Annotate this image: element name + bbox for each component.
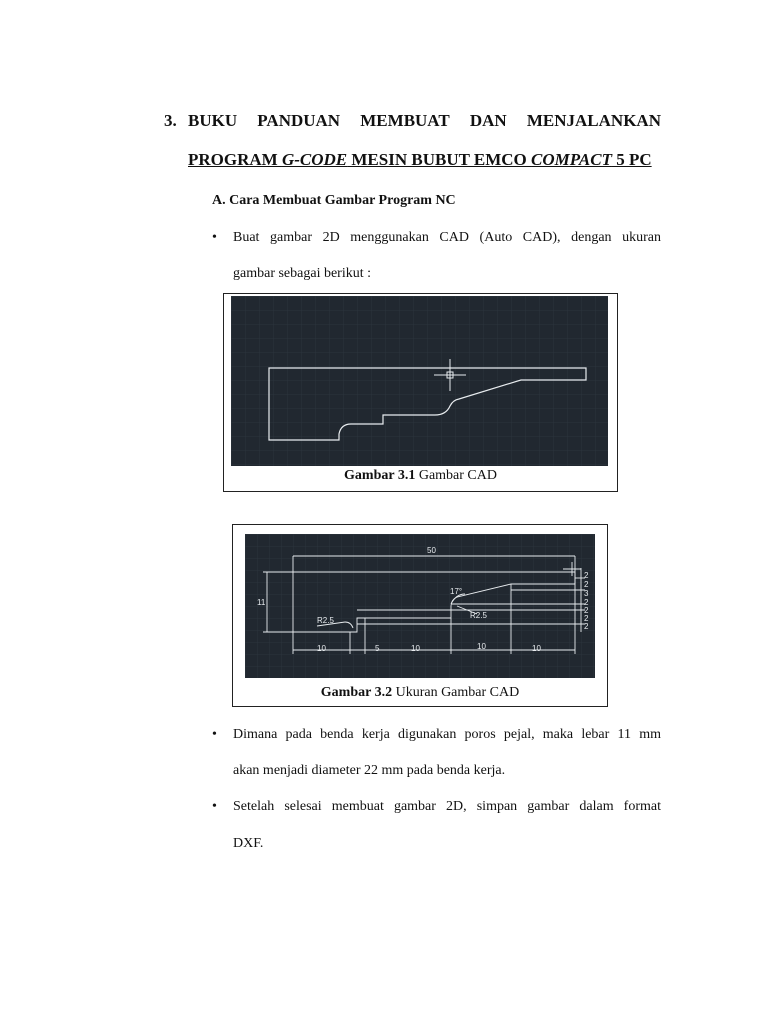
dim-right: 2 (584, 606, 589, 615)
paragraph-line: Buat gambar 2D menggunakan CAD (Auto CAD), dengan ukuran (233, 230, 661, 245)
caption-label: Gambar 3.1 (344, 468, 416, 483)
paragraph-line: DXF. (233, 836, 264, 851)
figure-caption (224, 468, 617, 484)
dim-angle: 17° (450, 587, 463, 596)
title-part-italic: G-CODE (281, 150, 348, 169)
bullet-icon: • (212, 799, 217, 814)
dim-radius-right: R2.5 (470, 611, 487, 620)
dim-radius-left: R2.5 (317, 616, 334, 625)
dim-bottom: 10 (411, 644, 420, 653)
figure-3-2 (232, 524, 608, 707)
bullet-icon: • (212, 230, 217, 245)
section-title-words (188, 111, 661, 131)
bullet-icon: • (212, 727, 217, 742)
dim-bottom: 10 (532, 644, 541, 653)
caption-text: Gambar CAD (415, 468, 497, 483)
section-heading-line2 (188, 150, 661, 170)
title-word: BUKU (188, 111, 238, 130)
paragraph-line: Dimana pada benda kerja digunakan poros pejal, maka lebar 11 mm (233, 727, 661, 742)
dim-bottom: 10 (477, 642, 486, 651)
dim-top: 50 (427, 546, 436, 555)
subheading: A. Cara Membuat Gambar Program NC (212, 193, 456, 208)
dim-right: 2 (584, 622, 589, 631)
cad-canvas (231, 296, 608, 466)
dim-left: 11 (257, 598, 266, 607)
section-number: 3. (164, 111, 177, 130)
cad-drawing-2 (245, 534, 595, 678)
figure-3-1 (223, 293, 618, 492)
title-word: DAN (469, 111, 507, 130)
caption-label: Gambar 3.2 (320, 685, 393, 700)
dim-bottom: 10 (317, 644, 326, 653)
paragraph-line: akan menjadi diameter 22 mm pada benda kerja. (233, 763, 506, 778)
cad-drawing-1 (231, 296, 608, 466)
dim-bottom: 5 (375, 644, 380, 653)
dim-right: 3 (584, 589, 589, 598)
dim-right: 2 (584, 580, 589, 589)
title-part: 5 PC (611, 150, 652, 169)
paragraph-line: Setelah selesai membuat gambar 2D, simpan gambar dalam format (233, 799, 661, 814)
paragraph-line: gambar sebagai berikut : (233, 266, 372, 281)
title-part: PROGRAM (188, 150, 282, 169)
title-word: MENJALANKAN (526, 111, 661, 130)
title-word: PANDUAN (257, 111, 341, 130)
dim-right: 2 (584, 598, 589, 607)
dim-right: 2 (584, 614, 589, 623)
title-part: MESIN BUBUT EMCO (347, 150, 532, 169)
figure-caption (233, 685, 607, 701)
cad-canvas (245, 534, 595, 678)
caption-text: Ukuran Gambar CAD (392, 685, 520, 700)
title-word: MEMBUAT (360, 111, 450, 130)
title-part-italic: COMPACT (531, 150, 612, 169)
dim-right: 2 (584, 571, 589, 580)
